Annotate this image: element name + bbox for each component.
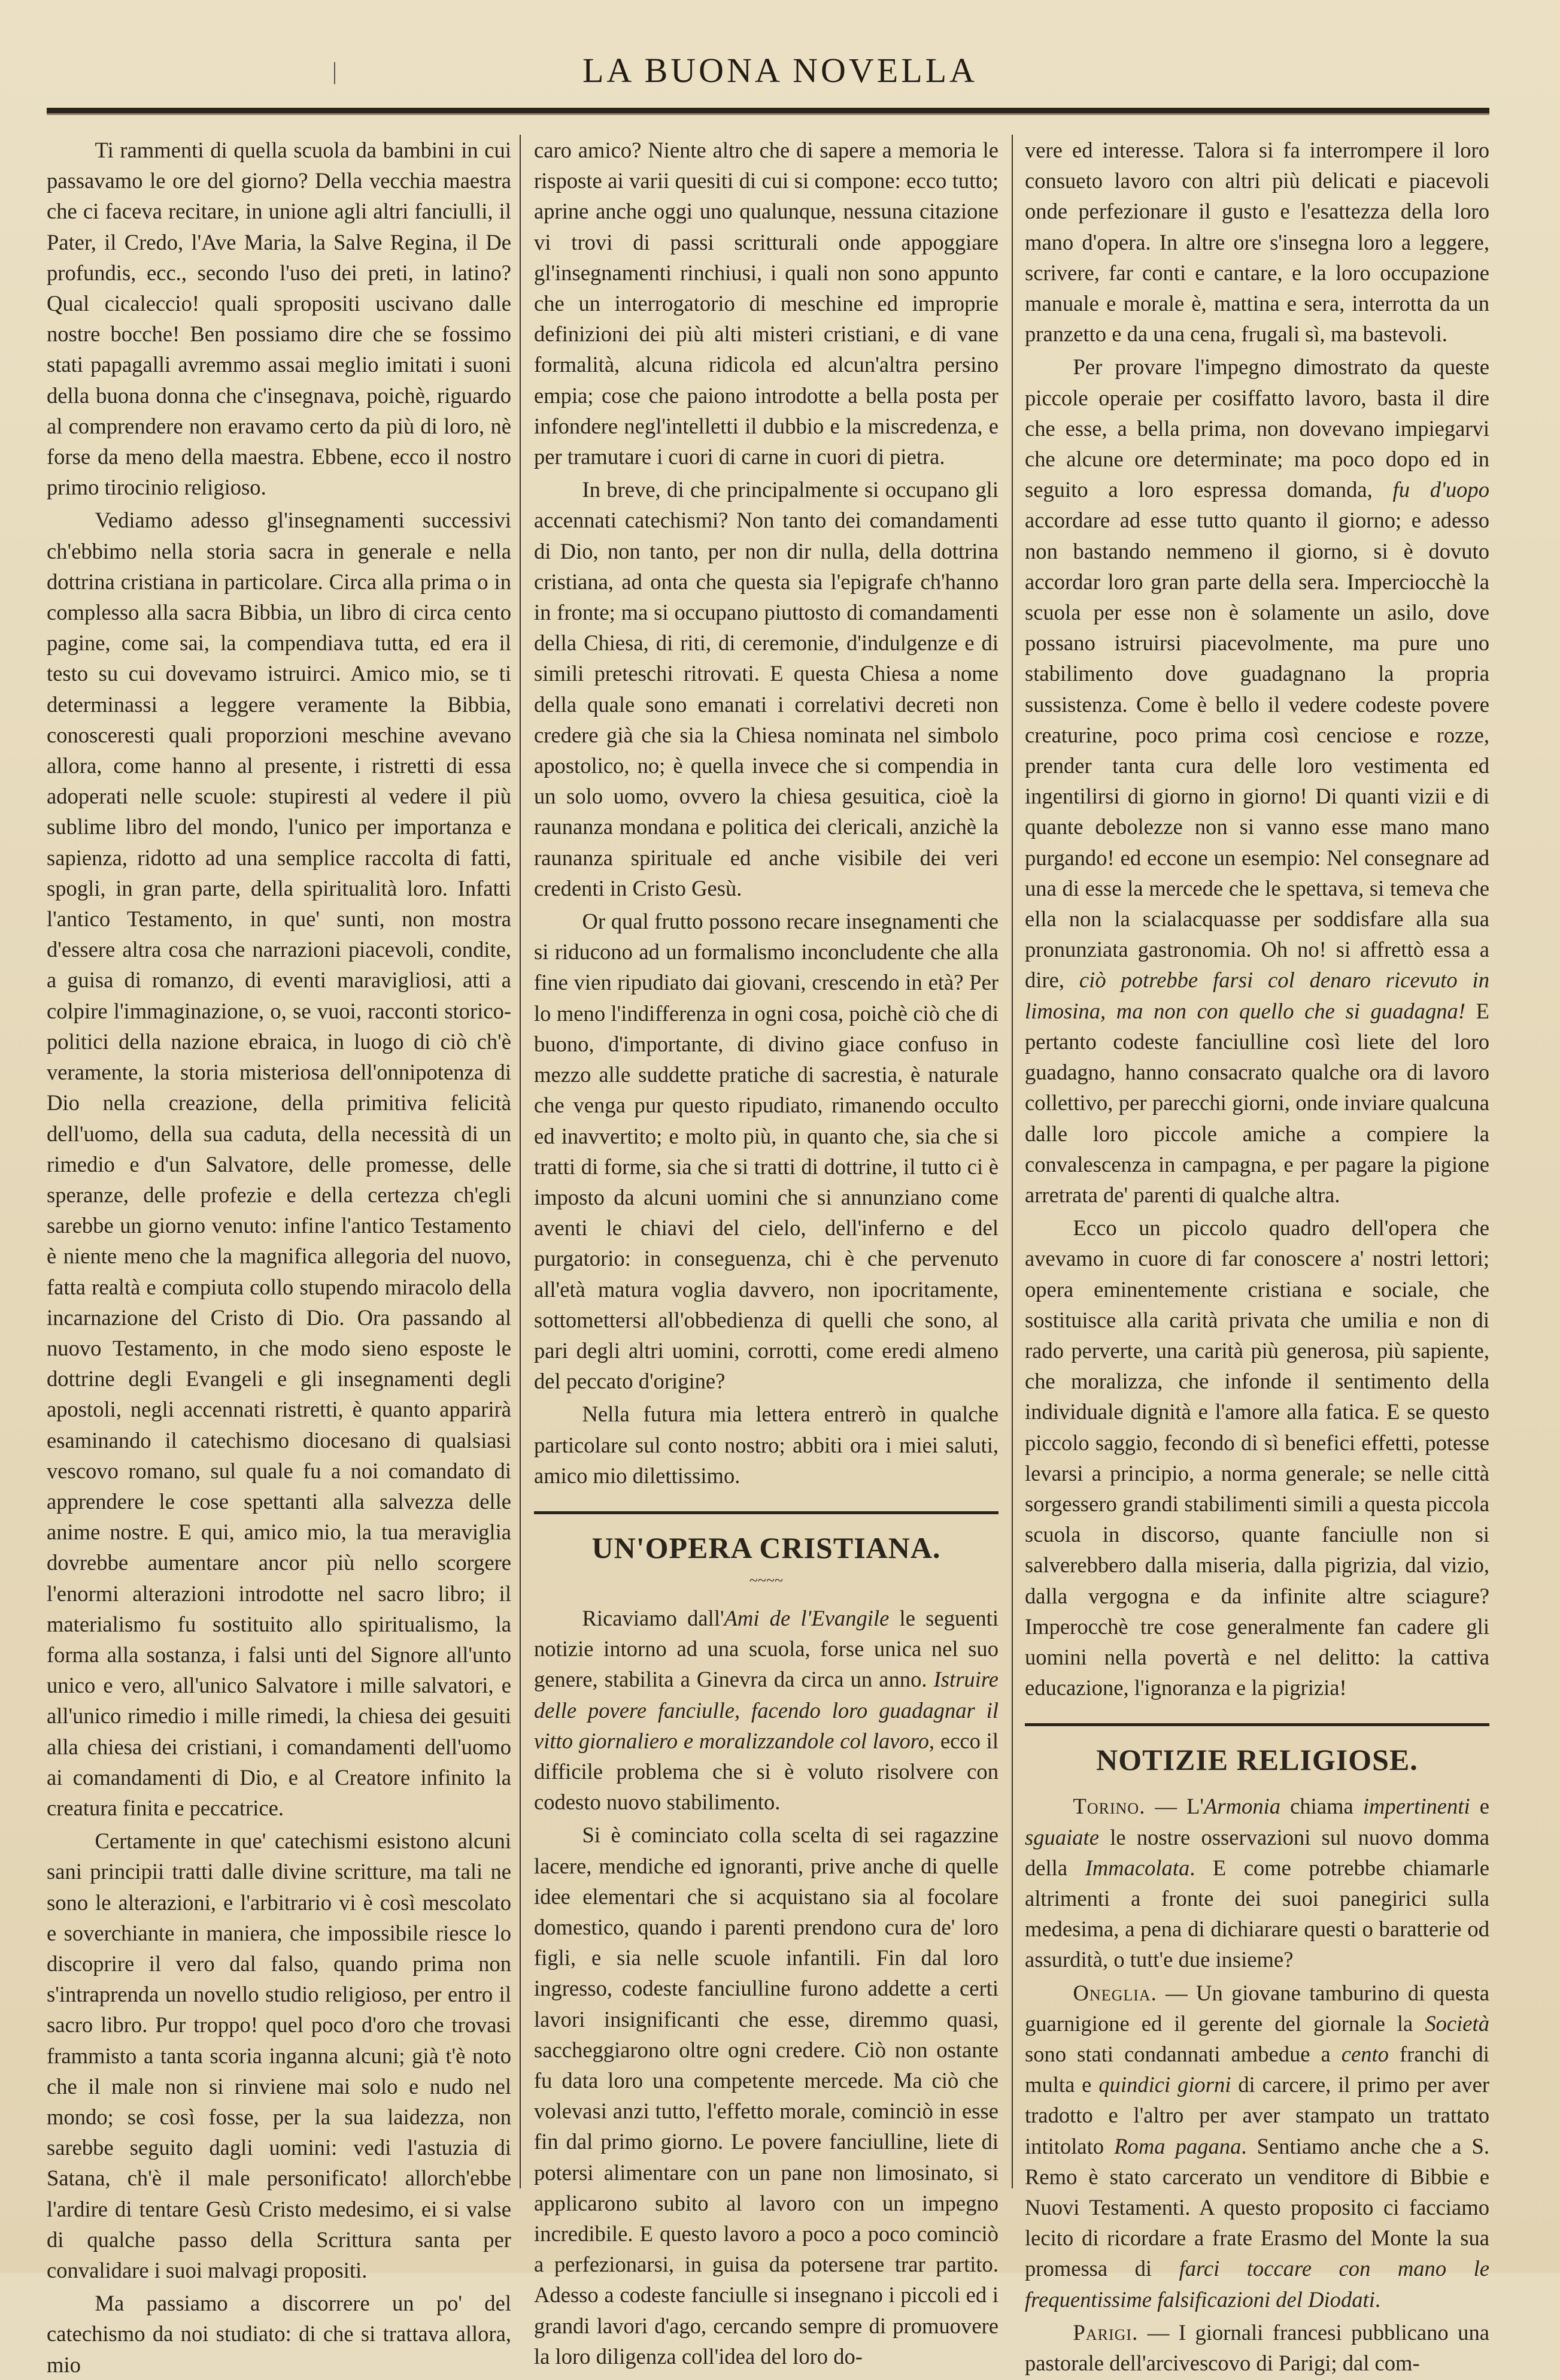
column-2 — [534, 135, 999, 2369]
section-title: UN'OPERA CRISTIANA. — [591, 1530, 941, 1565]
section-rule — [1025, 1723, 1489, 1726]
column-1 — [47, 135, 511, 2377]
masthead-title: LA BUONA NOVELLA — [582, 51, 978, 90]
italic-word: impertinenti — [1362, 1794, 1470, 1819]
paragraph: Certamente in que' catechismi esistono alcuni sani principii tratti dalle divine scritture, ma tali ne sono le alterazioni, e l'arbitrario vi è così mescolato e soverchiante in maniera, che impossibile riesce lo discoprire il vero dal falso, quando prima non s'intraprenda un novello studio religioso, per entro il sacro libro. Pur troppo! quel poco d'oro che trovasi frammisto a tanta scoria inganna alcuni; già t'è noto che il male non si rinviene mai solo e nudo nel mondo; se così fosse, per la sua laidezza, non sarebbe seguito dagli uomini: vedi l'astuzia di Satana, ch'è il male personificato! allorch'ebbe l'ardire di tentare Gesù Cristo medesimo, ei si valse di qualche passo della Scrittura santa per convalidare i suoi malvagi propositi. — [47, 1829, 511, 2283]
italic-word: Roma pagana — [1114, 2133, 1242, 2158]
paragraph: caro amico? Niente altro che di sapere a memoria le risposte ai varii quesiti di cui si compone: ecco tutto; aprine anche oggi uno qualunque, nessuna citazione vi trovi di passi scritturali onde appoggiare gl'insegnamenti rinchiusi, i quali non sono appunto che un interrogatorio di meschine ed improprie definizioni dei più alti misteri cristiani, e di vane formalità, alcuna ridicola ed alcun'altra persino empia; cose che paiono introdotte a bella posta per infondere negl'intelletti il dubbio e la miscredenza, e per tramutare i cuori di carne in cuori di pietra. — [534, 138, 998, 469]
section-header-opera-cristiana — [534, 1511, 998, 1590]
header-rule — [47, 108, 1489, 115]
news-item-torino — [1025, 1791, 1489, 1975]
italic-phrase: farci toccare con mano le frequentissime falsificazioni del Diodati — [1025, 2256, 1489, 2312]
text-run: chiama — [1280, 1794, 1363, 1819]
italic-word: Immacolata — [1085, 1855, 1190, 1880]
italic-word: quindici giorni — [1098, 2072, 1231, 2097]
section-header-notizie-religiose — [1025, 1723, 1489, 1778]
news-item-parigi — [1025, 2317, 1489, 2378]
text-run: Per provare l'impegno dimostrato da queste piccole operaie per cosiffatto lavoro, basta il dire che esse, a bella prima, non dovevano impiegarvi che alcune ore determinate; ma poco dopo ed in seguito a loro espressa domanda, — [1025, 354, 1489, 502]
paragraph: Ti rammenti di quella scuola da bambini in cui passavamo le ore del giorno? Della vecchia maestra che ci faceva recitare, in unione agli altri fanciulli, il Pater, il Credo, l'Ave Maria, la Salve Regina, il De profundis, ecc., secondo l'uso dei preti, in latino? Qual cicaleccio! quali spropositi uscivano dalle nostre bocche! Ben possiamo dire che se fossimo stati papagalli avremmo assai meglio imitati i suoni della buona donna che c'insegnava, poichè, riguardo al comprendere non eravamo certo da più di loro, nè forse da meno della maestra. Ebbene, ecco il nostro primo tirocinio religioso. — [47, 138, 511, 500]
text-run: Ricaviamo dall' — [582, 1605, 724, 1630]
text-run: di carcere, il primo per aver tradotto e l'altro per aver stampato un trattato intitolato — [1025, 2072, 1490, 2158]
paragraph — [534, 1603, 998, 1817]
place-name: Oneglia. — [1073, 1980, 1157, 2005]
italic-phrase: fu d'uopo — [1392, 477, 1489, 502]
italic-quote: ciò potrebbe farsi col denaro ricevuto in limosina, ma non con quello che si guadagna! — [1025, 968, 1489, 1023]
place-name: Parigi. — [1073, 2320, 1139, 2345]
text-run: . Sentiamo anche che a S. Remo è stato carcerato un venditore di Bibbie e Nuovi Testamenti. A questo proposito ci facciamo lecito di ricordare a frate Erasmo del Monte la sua promessa di — [1025, 2133, 1489, 2281]
column-3 — [1025, 135, 1490, 2376]
paragraph: vere ed interesse. Talora si fa interrompere il loro consueto lavoro con altri più delicati e piacevoli onde perfezionare il gusto e l'esattezza della loro mano d'opera. In altre ore s'insegna loro a leggere, scrivere, far conti e cantare, e la loro occupazione manuale e morale è, mattina e sera, interrotta da un pranzetto e da una cena, frugali sì, ma bastevoli. — [1025, 138, 1489, 347]
paragraph: Ecco un piccolo quadro dell'opera che avevamo in cuore di far conoscere a' nostri lettori; opera eminentemente cristiana e sociale, che sostituisce alla carità privata che umilia e non di rado perverte, una carità più generosa, più sapiente, che moralizza, che infonde il sentimento della individuale dignità e l'amore alla fatica. E se questo piccolo saggio, fecondo di sì benefici effetti, potesse levarsi a principio, a norma generale; se nelle città sorgessero grandi stabilimenti simili a questa piccola scuola in discorso, quante fanciulle non si salverebbero dalla miseria, dalla pigrizia, dal vizio, dalla vergogna e da infinite altre sciagure? Imperocchè tre cose generalmente fan cadere gli uomini nella povertà e nel delitto: la cattiva educazione, l'ignoranza e la pigrizia! — [1025, 1215, 1489, 1700]
paragraph: In breve, di che principalmente si occupano gli accennati catechismi? Non tanto dei comandamenti di Dio, non tanto, per non dir nulla, della dottrina cristiana, ad onta che questa sia l'epigrafe ch'hanno in fronte; ma si occupano piuttosto di comandamenti della Chiesa, di riti, di ceremonie, d'indulgenze e di simili preteschi ritrovati. E questa Chiesa a nome della quale sono emanati i correlativi decreti non credere già che sia la Chiesa nominata nel simbolo apostolico, no; è quella invece che si compendia in un solo uomo, ovvero la chiesa gesuitica, cioè la raunanza mondana e politica dei clericali, anzichè la raunanza spirituale ed anche visibile dei veri credenti in Cristo Gesù. — [534, 477, 998, 901]
text-run: . E come potrebbe chiamarle altrimenti a fronte dei suoi panegirici sulla medesima, a pena di dichiarare questi o baratterie od assurdità, o tutt'e due insieme? — [1025, 1855, 1490, 1972]
italic-word: cento — [1341, 2041, 1389, 2066]
text-run: franchi di multa e — [1025, 2041, 1489, 2097]
place-name: Torino. — [1073, 1794, 1146, 1819]
text-run: accordare ad esse tutto quanto il giorno; e adesso non bastando nemmeno il giorno, si è dovuto accordar loro gran parte della sera. Imperciocchè la scuola per esse non è solamente un asilo, dove possano istruirsi piacevolmente, ma pure uno stabilimento dove guadagnano la propria sussistenza. Come è bello il vedere codeste povere creaturine, poco prima così cenciose e rozze, prender tanta cura delle loro vestimenta ed ingentilirsi di giorno in giorno! Di quanti vizii e di quante debolezze non si vanno esse mano mano purgando! ed eccone un esempio: Nel consegnare ad una di esse la mercede che le spettava, si temeva che ella non la scialacquasse per soddisfare alla sua pronunziata gastronomia. Oh no! si affrettò essa a dire, — [1025, 508, 1489, 993]
news-item-oneglia — [1025, 1978, 1489, 2315]
text-run: E pertanto codeste fanciulline così liete del loro guadagno, hanno consacrato qualche ora di lavoro collettivo, per parecchi giorni, onde inviare qualcuna dalle loro piccole amiche a compiere la convalescenza in campagna, e per pagare la pigione arretrata de' parenti di qualche altra. — [1025, 998, 1489, 1207]
paragraph: Nella futura mia lettera entrerò in qualche particolare sul conto nostro; abbiti ora i miei saluti, amico mio dilettissimo. — [534, 1402, 998, 1488]
page-mark: | — [332, 57, 338, 84]
text-run: — Un giovane tamburino di questa guarnigione ed il gerente del giornale la — [1025, 1980, 1489, 2036]
paragraph: Or qual frutto possono recare insegnamenti che si riducono ad un formalismo inconcludente che alla fine vien ripudiato dai giovani, crescendo in età? Per lo meno l'indifferenza in ogni cosa, poichè ciò che di buono, d'importante, di divino giace confuso in mezzo alle suddette pratiche di sacrestia, è naturale che venga pur questo ripudiato, rimanendo occulto ed inavvertito; e molto più, in quanto che, sia che si tratti di forme, sia che si tratti di dottrine, il tutto ci è imposto da alcuni uomini che si annunziano come aventi le chiavi del cielo, dell'inferno e del purgatorio: in conseguenza, chi è che pervenuto all'età matura voglia davvero, non ipocritamente, sottomettersi all'obbedienza di quelli che sono, al pari degli altri uomini, corrotti, come eredi almeno del peccato d'origine? — [534, 909, 998, 1394]
text-run: ecco il difficile problema che si è voluto risolvere con codesto nuovo stabilimento. — [534, 1728, 998, 1815]
text-run: . — [1374, 2287, 1381, 2312]
newspaper-name: Armonia — [1204, 1794, 1281, 1819]
text-run: le nostre osservazioni sul nuovo domma della — [1025, 1824, 1489, 1880]
text-run: sono stati condannati ambedue a — [1025, 2041, 1342, 2066]
column-divider — [1012, 135, 1013, 2188]
section-title: NOTIZIE RELIGIOSE. — [1096, 1743, 1418, 1777]
text-run: — L' — [1145, 1794, 1204, 1819]
text-run: le seguenti notizie intorno ad una scuola, forse unica nel suo genere, stabilita a Ginevra da circa un anno. — [534, 1605, 999, 1692]
paragraph — [1025, 351, 1489, 1210]
italic-word: sguaiate — [1025, 1824, 1099, 1850]
paragraph: Ma passiamo a discorrere un po' del catechismo da noi studiato: di che si trattava allora, mio — [47, 2291, 511, 2377]
ornament-flourish: ~~~~ — [749, 1571, 784, 1589]
paragraph: Si è cominciato colla scelta di sei ragazzine lacere, mendiche ed ignoranti, prive anche di quelle idee elementari che si acquistano sia al focolare domestico, quando i parenti prendono cura de' loro figli, e sia nelle scuole infantili. Fin dal loro ingresso, codeste fanciulline furono addette a certi lavori insignificanti che esse, diremmo quasi, saccheggiarono oltre ogni credere. Ciò non ostante fu data loro una competente mercede. Ma ciò che volevasi anzi tutto, l'effetto morale, cominciò in esse fin dal primo giorno. Le povere fanciulline, liete di potersi alimentare con un pane non limosinato, si applicarono subito al lavoro con un impegno incredibile. E questo lavoro a poco a poco cominciò a perfezionarsi, in guisa da potersene trar partito. Adesso a codeste fanciulle si insegnano i piccoli ed i grandi lavori d'ago, cercando sempre di promuovere la loro diligenza coll'idea del loro do- — [534, 1823, 998, 2369]
text-run: e — [1470, 1794, 1489, 1819]
text-run: — I giornali francesi pubblicano una pastorale dell'arcivescovo di Parigi; dal com- — [1025, 2320, 1489, 2376]
source-title: Ami de l'Evangile — [724, 1605, 890, 1630]
newspaper-name: Società — [1425, 2011, 1489, 2036]
paragraph: Vediamo adesso gl'insegnamenti successivi ch'ebbimo nella storia sacra in generale e nella dottrina cristiana in particolare. Circa alla prima o in complesso alla sacra Bibbia, un libro di circa cento pagine, come sai, la compendiava tutta, ed era il testo su cui dovevamo istruirci. Amico mio, se ti determinassi a leggere veramente la Bibbia, conosceresti quali proporzioni meschine avevano allora, come hanno al presente, i ristretti di essa adoperati nelle scuole: stupiresti al vedere il più sublime libro del mondo, l'unico per importanza e sapienza, ridotto ad una semplice raccolta di fatti, spogli, in gran parte, della spiritualità loro. Infatti l'antico Testamento, in que' sunti, non mostra d'essere altra cosa che narrazioni piacevoli, condite, a guisa di romanzo, di eventi maravigliosi, atti a colpire l'immaginazione, o, se vuoi, racconti storico-politici della nazione ebraica, in luogo di ciò ch'è veramente, la storia misteriosa dell'onnipotenza di Dio nella creazione, della primitiva felicità dell'uomo, della sua caduta, della necessità di un rimedio e d'un Salvatore, delle promesse, delle speranze, delle profezie e della certezza ch'egli sarebbe un giorno venuto: infine l'antico Testamento è niente meno che la magnifica allegoria del nuovo, fatta realtà e compiuta collo stupendo miracolo della incarnazione del Cristo di Dio. Ora passando al nuovo Testamento, in che modo sieno esposte le dottrine degli Evangeli e gli insegnamenti degli apostoli, negli accennati ristretti, è quanto apparirà esaminando il catechismo diocesano di qualsiasi vescovo romano, sul quale fu a noi comandato di apprendere le cose spettanti alla salvezza delle anime nostre. E qui, amico mio, la tua meraviglia dovrebbe aumentare ancor più nello scorgere l'enormi alterazioni introdotte nel sacro libro; il materialismo fu sostituito allo spiritualismo, la forma alla sostanza, i falsi unti del Signore all'unto unico e vero, all'unico Salvatore i mille salvatori, e all'unico rimedio i mille rimedi, la chiesa dei gesuiti alla chiesa dei cristiani, i comandamenti dell'uomo ai comandamenti di Dio, e al Creatore infinito la creatura finita e peccatrice. — [47, 508, 511, 1820]
italic-quote: Istruire delle povere fanciulle, facendo loro guadagnar il vitto giornaliero e moralizzandole col lavoro, — [534, 1667, 998, 1753]
column-divider — [520, 135, 521, 2188]
section-rule — [534, 1511, 998, 1514]
